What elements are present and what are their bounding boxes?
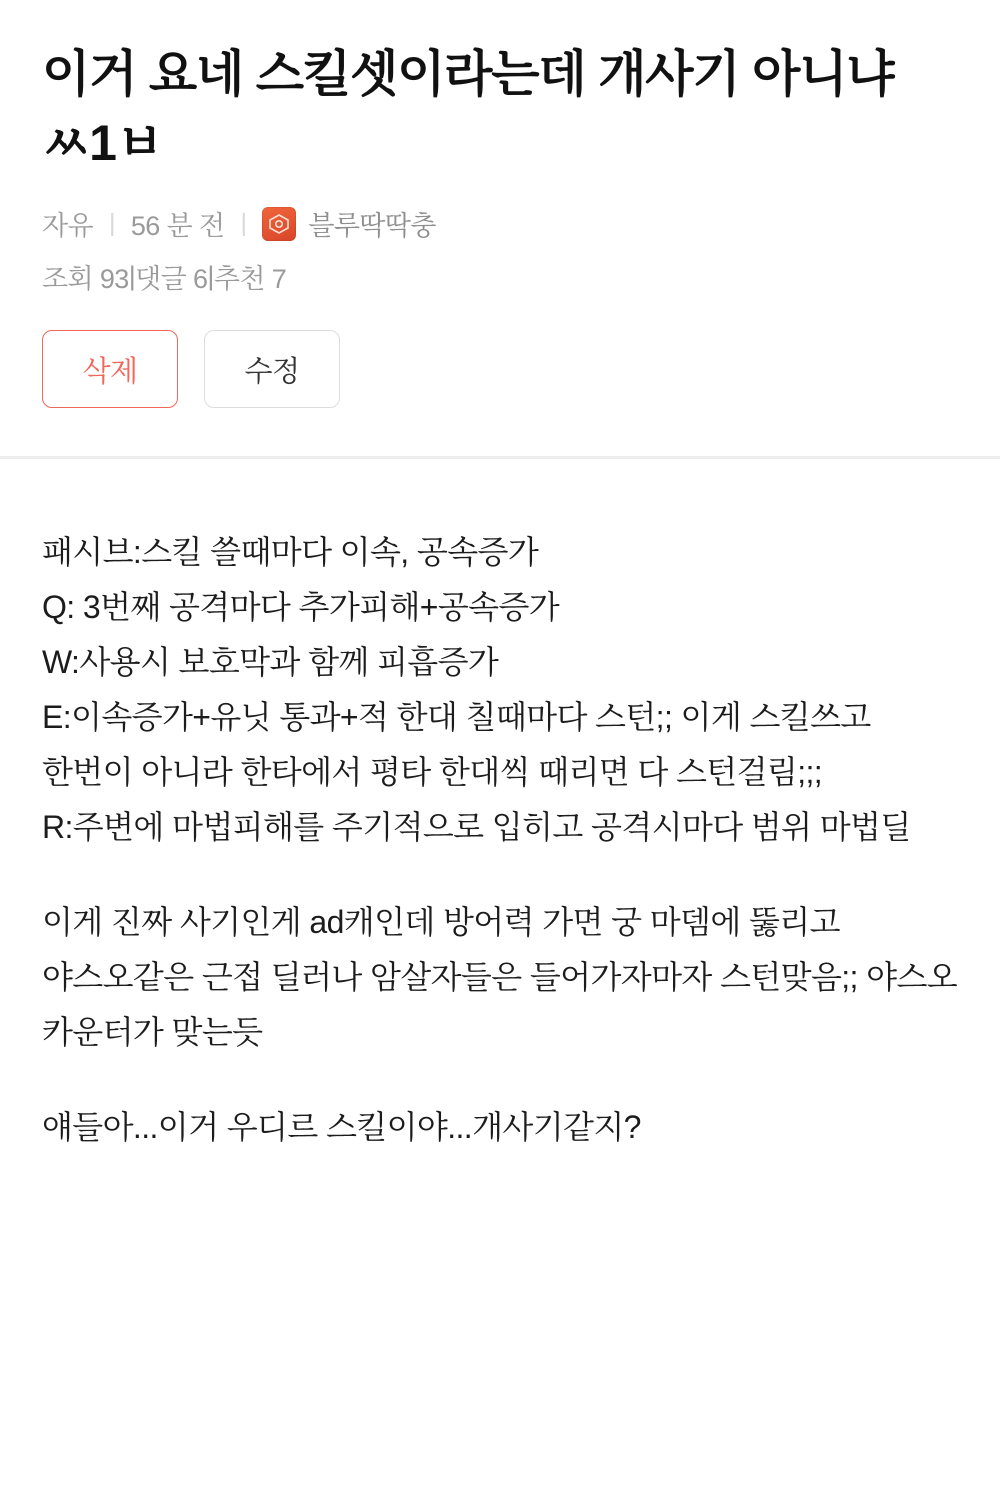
post-meta-secondary [42, 257, 958, 296]
post-time: 56 분 전 [130, 211, 225, 241]
post-action-buttons [42, 330, 958, 456]
post-header [0, 0, 1000, 456]
like-count: 추천 7 [213, 264, 287, 294]
page-title: 이거 요네 스킬셋이라는데 개사기 아니냐 ㅆ1ㅂ [42, 46, 894, 171]
author-name[interactable]: 블루딱딱충 [308, 211, 436, 241]
edit-button[interactable]: 수정 [204, 330, 340, 408]
content-line: 패시브:스킬 쓸때마다 이속, 공속증가 [42, 534, 539, 570]
meta-separator: | [108, 209, 115, 237]
comment-count: 댓글 6 [135, 264, 208, 294]
author-group[interactable] [262, 204, 435, 243]
paragraph-gap [42, 1060, 958, 1100]
post-meta-primary [42, 204, 958, 243]
meta-separator: | [207, 261, 214, 291]
meta-separator: | [128, 261, 136, 291]
content-line: W:사용시 보호막과 함께 피흡증가 [42, 644, 499, 681]
post-content [0, 459, 1000, 1195]
meta-separator: | [240, 209, 247, 237]
content-line: E:이속증가+유닛 통과+적 한대 칠때마다 스턴;; 이게 스킬쓰고 한번이 아니라 한타에서 평타 한대씩 때리면 다 스턴걸림;;; [42, 699, 871, 791]
board-name[interactable]: 자유 [42, 211, 93, 241]
delete-button[interactable]: 삭제 [42, 330, 178, 408]
paragraph-gap [42, 855, 958, 895]
content-line: R:주변에 마법피해를 주기적으로 입히고 공격시마다 범위 마법딜 [42, 809, 911, 846]
content-line: 얘들아...이거 우디르 스킬이야...개사기같지? [42, 1109, 641, 1146]
view-count: 조회 93 [42, 264, 129, 294]
content-line: Q: 3번째 공격마다 추가피해+공속증가 [42, 589, 560, 626]
content-line: 이게 진짜 사기인게 ad캐인데 방어력 가면 궁 마뎀에 뚫리고 야스오같은 근접 딜러나 암살자들은 들어가자마자 스턴맞음;; 야스오 카운터가 맞는듯 [42, 904, 958, 1051]
shield-icon [262, 207, 296, 241]
